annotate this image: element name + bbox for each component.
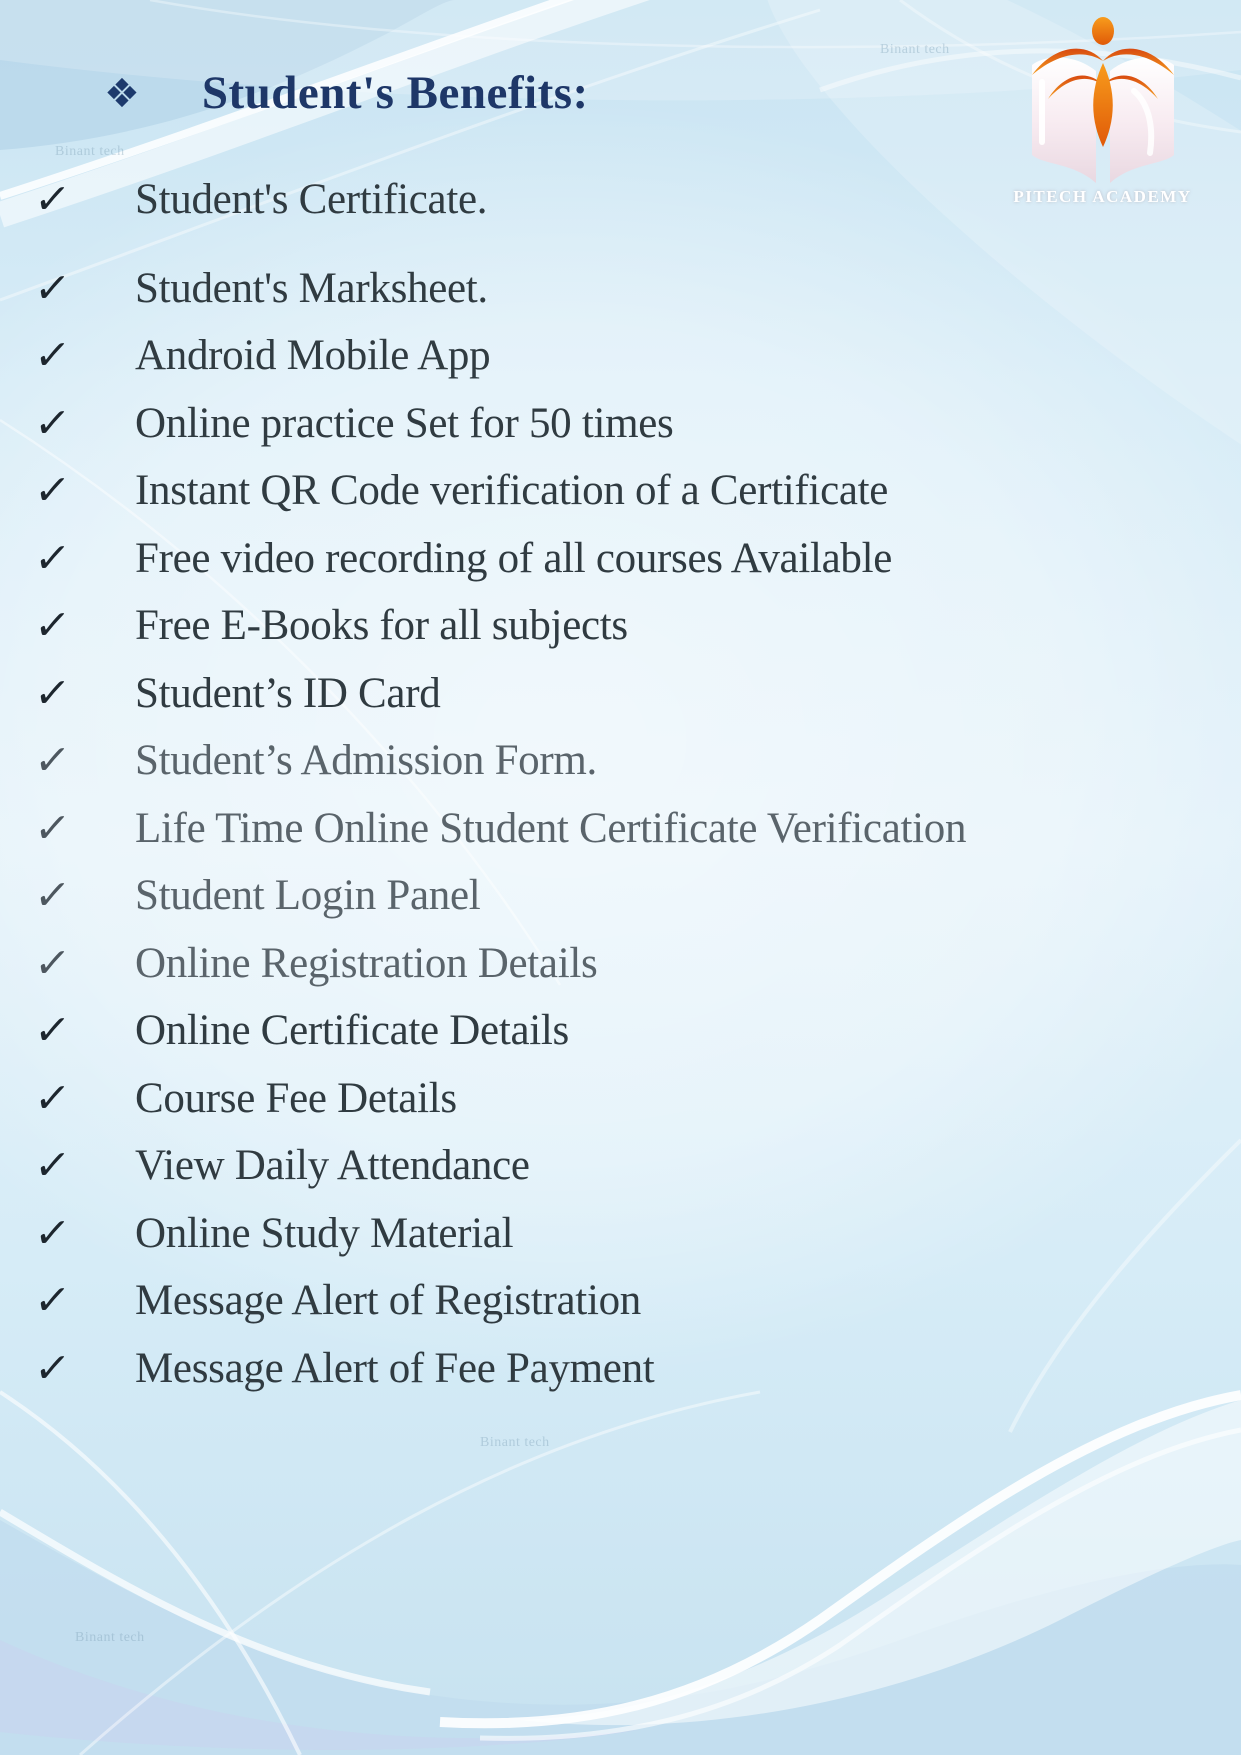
benefit-item (0, 322, 1241, 390)
benefit-item (0, 1200, 1241, 1268)
watermark-text: Binant tech (480, 1435, 550, 1450)
benefit-label: Online Certificate Details (135, 1007, 569, 1055)
checkmark-icon: ✓ (31, 1343, 73, 1392)
logo-text: PITECH ACADEMY (1013, 187, 1192, 206)
checkmark-icon: ✓ (31, 466, 73, 515)
benefit-item (0, 727, 1241, 795)
checkmark-icon: ✓ (31, 601, 73, 650)
benefit-label: Online Registration Details (135, 939, 598, 987)
diamond-bullet-icon: ❖ (104, 70, 140, 117)
benefit-label: Free video recording of all courses Available (135, 534, 893, 582)
checkmark-icon: ✓ (31, 803, 73, 852)
benefit-item (0, 525, 1241, 593)
benefit-item (0, 795, 1241, 863)
benefit-item (0, 997, 1241, 1065)
checkmark-icon: ✓ (31, 1276, 73, 1325)
benefit-item (0, 930, 1241, 998)
checkmark-icon: ✓ (31, 1006, 73, 1055)
benefit-label: Android Mobile App (135, 332, 491, 380)
benefit-item (0, 166, 1241, 234)
benefit-label: Online practice Set for 50 times (135, 399, 674, 447)
benefit-label: Student's Certificate. (135, 176, 488, 224)
checkmark-icon: ✓ (31, 263, 73, 312)
benefit-label: Student’s ID Card (135, 669, 441, 717)
benefit-item (0, 1335, 1241, 1403)
checkmark-icon: ✓ (31, 533, 73, 582)
benefit-item (0, 457, 1241, 525)
checkmark-icon: ✓ (31, 668, 73, 717)
benefit-label: Student Login Panel (135, 872, 481, 920)
benefit-label: Student’s Admission Form. (135, 737, 597, 785)
benefit-label: Message Alert of Fee Payment (135, 1344, 655, 1392)
checkmark-icon: ✓ (31, 331, 73, 380)
benefit-label: Message Alert of Registration (135, 1277, 641, 1325)
benefit-label: Student's Marksheet. (135, 264, 488, 312)
benefit-item (0, 1267, 1241, 1335)
checkmark-icon: ✓ (31, 938, 73, 987)
checkmark-icon: ✓ (31, 398, 73, 447)
benefit-label: Free E-Books for all subjects (135, 602, 628, 650)
book-person-icon (1008, 5, 1198, 193)
benefit-item (0, 660, 1241, 728)
benefit-label: Online Study Material (135, 1209, 514, 1257)
checkmark-icon: ✓ (31, 736, 73, 785)
watermark-text: Binant tech (880, 42, 950, 57)
benefits-list (0, 166, 1241, 1402)
checkmark-icon: ✓ (31, 1073, 73, 1122)
checkmark-icon: ✓ (31, 1208, 73, 1257)
benefit-item (0, 862, 1241, 930)
benefit-label: View Daily Attendance (135, 1142, 530, 1190)
benefit-item (0, 255, 1241, 323)
watermark-text: Binant tech (75, 1630, 145, 1645)
benefit-item (0, 390, 1241, 458)
benefit-item (0, 592, 1241, 660)
checkmark-icon: ✓ (31, 1141, 73, 1190)
watermark-text: Binant tech (55, 144, 125, 159)
benefit-label: Course Fee Details (135, 1074, 457, 1122)
checkmark-icon: ✓ (31, 175, 73, 224)
benefit-item (0, 1132, 1241, 1200)
checkmark-icon: ✓ (31, 871, 73, 920)
benefit-item (0, 1065, 1241, 1133)
benefit-label: Life Time Online Student Certificate Verification (135, 804, 967, 852)
benefit-label: Instant QR Code verification of a Certificate (135, 467, 889, 515)
page-title: Student's Benefits: (201, 67, 589, 119)
title-row (104, 67, 589, 119)
